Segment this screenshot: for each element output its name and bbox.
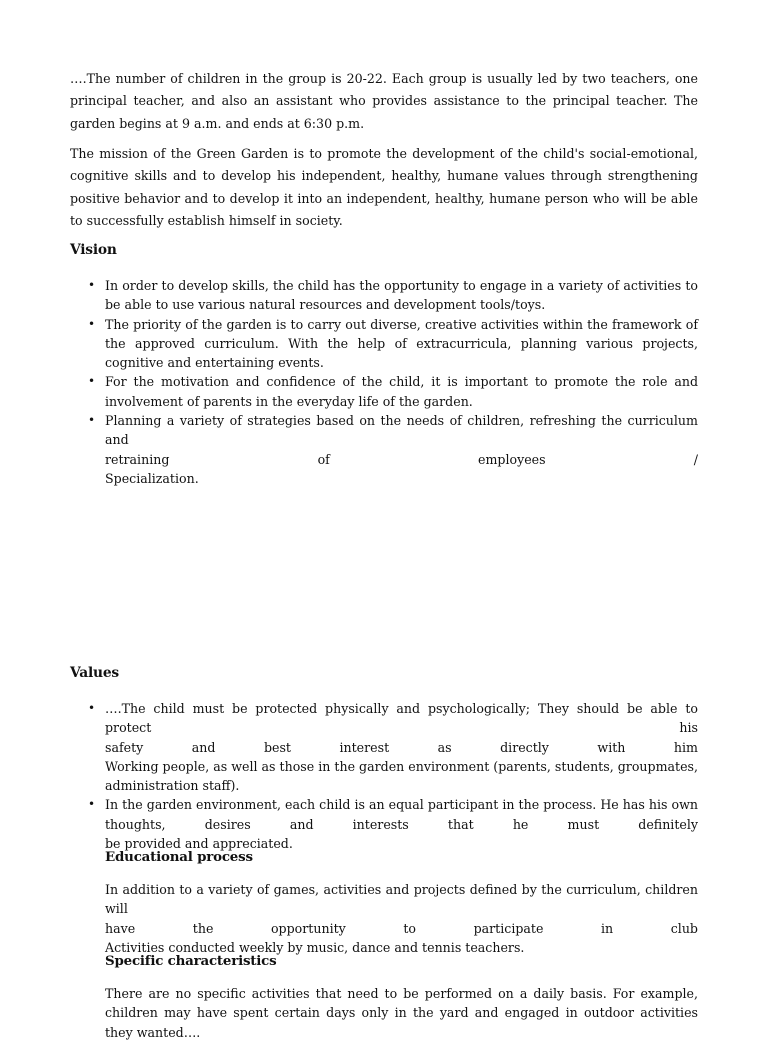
bullet-icon: •: [88, 278, 96, 292]
bullet-icon: •: [88, 701, 96, 715]
vision-heading: Vision: [70, 242, 117, 258]
list-item: • Planning a variety of strategies based on the needs of children, refreshing the curriculum and retraining of employees / Specialization.: [88, 413, 698, 486]
bullet-icon: •: [88, 374, 96, 389]
educational-process-heading: Educational process: [105, 849, 253, 865]
list-item: • ….The child must be protected physically and psychologically; They should be able to protect his safety and best interest as directly with him Working people, as well as those in the garden environment (parents, students, groupmates, administration staff).: [88, 701, 698, 794]
list-item: • In order to develop skills, the child has the opportunity to engage in a variety of activities to be able to use various natural resources and development tools/toys.: [88, 278, 698, 313]
educational-process-paragraph: In addition to a variety of games, activities and projects defined by the curriculum, children will have the opportunity to participate in club Activities conducted weekly by music, dance and tennis teachers.: [105, 882, 698, 955]
values-list: [70, 699, 698, 853]
mission-paragraph: The mission of the Green Garden is to promote the development of the child's social-emotional, cognitive skills and to develop his independent, healthy, humane values through strengthening positive behavior and to develop it into an independent, healthy, humane person who will be able to successfully establish himself in society.: [70, 146, 698, 228]
list-item: • In the garden environment, each child is an equal participant in the process. He has his own thoughts, desires and interests that he must definitely be provided and appreciated.: [88, 797, 698, 852]
list-item: • For the motivation and confidence of the child, it is important to promote the role and involvement of parents in the everyday life of the garden.: [88, 374, 698, 409]
bullet-icon: •: [88, 316, 96, 331]
vision-list: [70, 276, 698, 488]
bullet-icon: •: [88, 797, 96, 812]
values-heading: Values: [70, 665, 119, 681]
list-item: • The priority of the garden is to carry out diverse, creative activities within the framework of the approved curriculum. With the help of extracurricula, planning various projects, cognitive and entertaining events.: [88, 316, 698, 371]
intro-paragraph-1: ….The number of children in the group is 20-22. Each group is usually led by two teachers, one principal teacher, and also an assistant who provides assistance to the principal teacher. The garden begins at 9 a.m. and ends at 6:30 p.m.: [70, 71, 698, 131]
specific-characteristics-paragraph: There are no specific activities that need to be performed on a daily basis. For example, children may have spent certain days only in the yard and engaged in outdoor activities they wanted….: [105, 986, 698, 1040]
bullet-icon: •: [88, 413, 96, 428]
specific-characteristics-heading: Specific characteristics: [105, 953, 277, 969]
